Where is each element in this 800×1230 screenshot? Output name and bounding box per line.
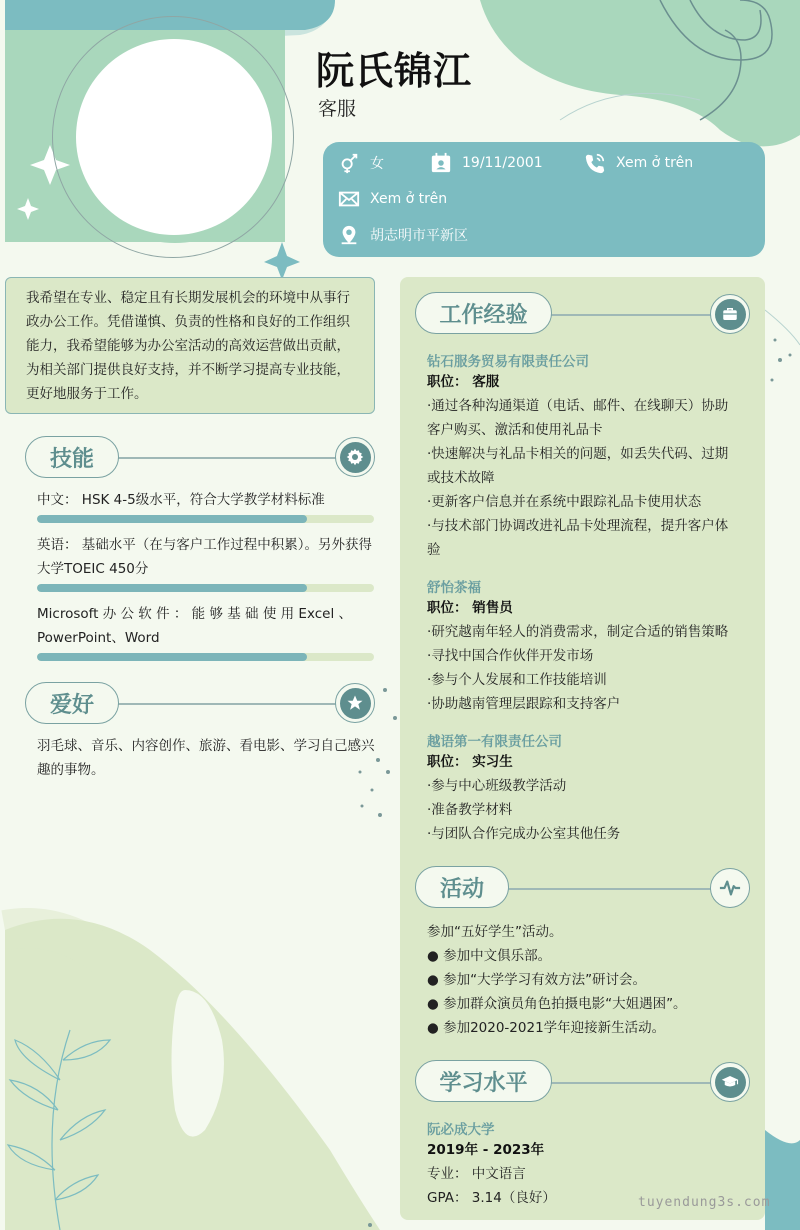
contact-phone (584, 152, 693, 174)
job-duty: ·通过各种沟通渠道（电话、邮件、在线聊天）协助 (427, 398, 729, 414)
activity-item: ● 参加中文俱乐部。 (427, 948, 552, 964)
activity-item: ● 参加2020-2021学年迎接新生活动。 (427, 1020, 666, 1036)
job-position: 职位： 销售员 (427, 600, 513, 616)
experience-divider (551, 314, 711, 316)
skills-heading: 技能 (25, 436, 119, 478)
job-duty: ·参与中心班级教学活动 (427, 778, 567, 794)
company-name: 越语第一有限责任公司 (427, 734, 562, 750)
job-duty: ·与技术部门协调改进礼品卡处理流程，提升客户体 (427, 518, 729, 534)
education-divider (551, 1082, 711, 1084)
hobbies-divider (118, 703, 336, 705)
mail-icon (338, 188, 360, 210)
skill-item-english: 英语： 基础水平（在与客户工作过程中积累）。另外获得大学TOEIC 450分 (37, 537, 373, 577)
contact-birthday (430, 152, 543, 174)
job-duty: ·参与个人发展和工作技能培训 (427, 672, 607, 688)
company-name: 钻石服务贸易有限责任公司 (427, 354, 589, 370)
job-duty: ·协助越南管理层跟踪和支持客户 (427, 696, 621, 712)
skill-bar-fill (37, 653, 307, 661)
skill-bar-fill (37, 515, 307, 523)
skill-bar-office (37, 653, 374, 661)
briefcase-icon (721, 305, 739, 323)
hobbies-heading: 爱好 (25, 682, 119, 724)
job-duty: ·与团队合作完成办公室其他任务 (427, 826, 621, 842)
skill-item-office: Microsoft 办 公 软 件 ： 能 够 基 础 使 用 Excel 、PowerPoint、Word (37, 606, 352, 646)
hobbies-text: 羽毛球、音乐、内容创作、旅游、看电影、学习自己感兴趣的事物。 (37, 738, 375, 778)
education-icon-badge (710, 1062, 750, 1102)
job-position: 职位： 实习生 (427, 754, 513, 770)
company-name: 舒怡茶福 (427, 580, 481, 596)
experience-icon-badge (710, 294, 750, 334)
school-name: 阮必成大学 (427, 1122, 495, 1138)
major: 专业： 中文语言 (427, 1166, 526, 1182)
job-duty: 或技术故障 (427, 470, 495, 486)
contact-gender (338, 152, 384, 174)
contact-address (338, 224, 468, 246)
activities-icon-badge (710, 868, 750, 908)
job-duty: ·快速解决与礼品卡相关的问题，如丢失代码、过期 (427, 446, 729, 462)
graduation-cap-icon (721, 1073, 739, 1091)
birthday-value: 19/11/2001 (462, 155, 543, 171)
job-duty: ·寻找中国合作伙伴开发市场 (427, 648, 594, 664)
avatar[interactable] (76, 39, 272, 235)
calendar-icon (430, 152, 452, 174)
career-objective: 我希望在专业、稳定且有长期发展机会的环境中从事行政办公工作。凭借谨慎、负责的性格和良好的工作组织能力，我希望能够为办公室活动的高效运营做出贡献，为相关部门提供良好支持，并不断学习提高专业技能，更好地服务于工作。 (5, 277, 375, 414)
gender-icon (338, 152, 360, 174)
skill-bar-english (37, 584, 374, 592)
skill-item-chinese: 中文： HSK 4-5级水平，符合大学教学材料标准 (37, 492, 325, 508)
address-value: 胡志明市平新区 (370, 228, 468, 244)
skills-icon-badge (335, 437, 375, 477)
contact-email (338, 188, 447, 210)
candidate-name: 阮氏锦江 (316, 49, 473, 93)
activity-item: ● 参加“大学学习有效方法”研讨会。 (427, 972, 647, 988)
skills-divider (118, 457, 336, 459)
activities-divider (508, 888, 711, 890)
job-position: 职位： 客服 (427, 374, 500, 390)
job-duty: 客户购买、激活和使用礼品卡 (427, 422, 603, 438)
activity-item: ● 参加群众演员角色拍摄电影“大姐遇困”。 (427, 996, 687, 1012)
job-duty: ·更新客户信息并在系统中跟踪礼品卡使用状态 (427, 494, 702, 510)
phone-icon (584, 152, 606, 174)
job-duty: 验 (427, 542, 441, 558)
gender-value: 女 (370, 156, 384, 172)
star-icon (346, 694, 364, 712)
job-title: 客服 (318, 98, 357, 120)
contact-box (323, 142, 765, 257)
job-duty: ·研究越南年轻人的消费需求，制定合适的销售策略 (427, 624, 729, 640)
skill-bar-chinese (37, 515, 374, 523)
email-value: Xem ở trên (370, 191, 448, 207)
study-years: 2019年 - 2023年 (427, 1142, 545, 1158)
location-pin-icon (338, 224, 360, 246)
gear-icon (346, 448, 364, 466)
phone-value: Xem ở trên (616, 155, 694, 171)
activity-item: 参加“五好学生”活动。 (427, 924, 563, 940)
skill-bar-fill (37, 584, 307, 592)
pulse-icon (719, 877, 741, 899)
experience-heading: 工作经验 (415, 292, 552, 334)
watermark: tuyendung3s.com (638, 1195, 771, 1210)
gpa: GPA： 3.14（良好） (427, 1190, 556, 1206)
hobbies-icon-badge (335, 683, 375, 723)
job-duty: ·准备教学材料 (427, 802, 513, 818)
education-heading: 学习水平 (415, 1060, 552, 1102)
activities-heading: 活动 (415, 866, 509, 908)
